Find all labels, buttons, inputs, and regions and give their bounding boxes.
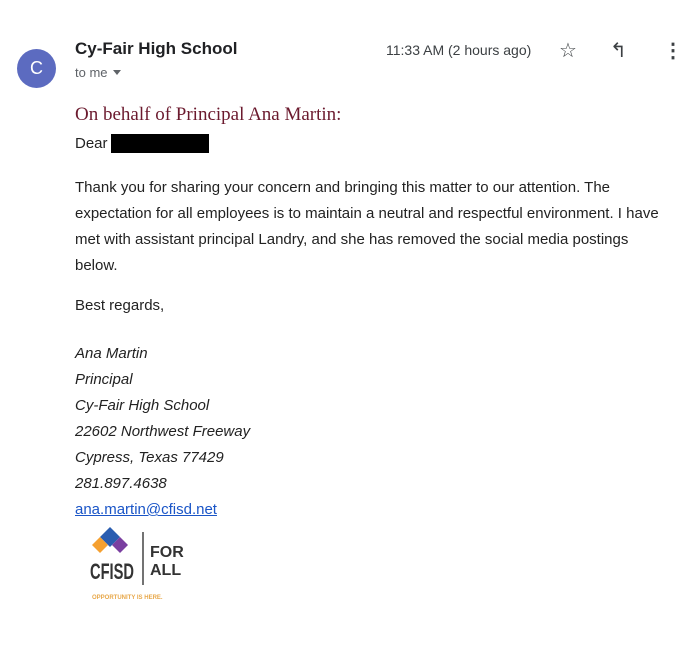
sender-name[interactable]: Cy-Fair High School [75, 39, 238, 58]
timestamp: 11:33 AM (2 hours ago) [386, 42, 532, 58]
message-paragraph: Thank you for sharing your concern and bringing this matter to our attention. The expectation for all employees is to maintain a neutral and respectful environment. I have met with assistant principal Landry, and she has removed the social media postings below. [75, 179, 659, 274]
signature-city: Cypress, Texas 77429 [75, 449, 224, 466]
signature-street: 22602 Northwest Freeway [75, 423, 251, 440]
signature-school: Cy-Fair High School [75, 397, 210, 414]
more-options-icon[interactable]: ⋮ [663, 40, 683, 62]
logo-tag-all: ALL [150, 562, 182, 579]
signature [75, 341, 250, 523]
signature-email-link[interactable]: ana.martin@cfisd.net [75, 501, 217, 518]
closing: Best regards, [75, 297, 165, 314]
recipient-details[interactable] [75, 65, 121, 80]
on-behalf-line: On behalf of Principal Ana Martin: [75, 104, 342, 125]
avatar-letter: C [30, 58, 43, 78]
logo-tag-for: FOR [150, 544, 184, 561]
redacted-name [111, 134, 209, 153]
greeting-text: Dear [75, 135, 108, 152]
sender-avatar [17, 49, 56, 88]
signature-title: Principal [75, 371, 133, 388]
logo-name: CFISD [90, 559, 134, 584]
chevron-down-icon[interactable] [113, 70, 121, 75]
reply-icon[interactable]: ↰ [610, 40, 627, 62]
star-icon[interactable]: ☆ [559, 40, 577, 62]
signature-phone: 281.897.4638 [75, 475, 167, 492]
greeting [75, 134, 209, 153]
cfisd-logo [88, 527, 213, 607]
logo-slogan: OPPORTUNITY IS HERE. [92, 595, 163, 601]
recipient-label: to me [75, 65, 108, 80]
signature-name: Ana Martin [75, 345, 148, 362]
